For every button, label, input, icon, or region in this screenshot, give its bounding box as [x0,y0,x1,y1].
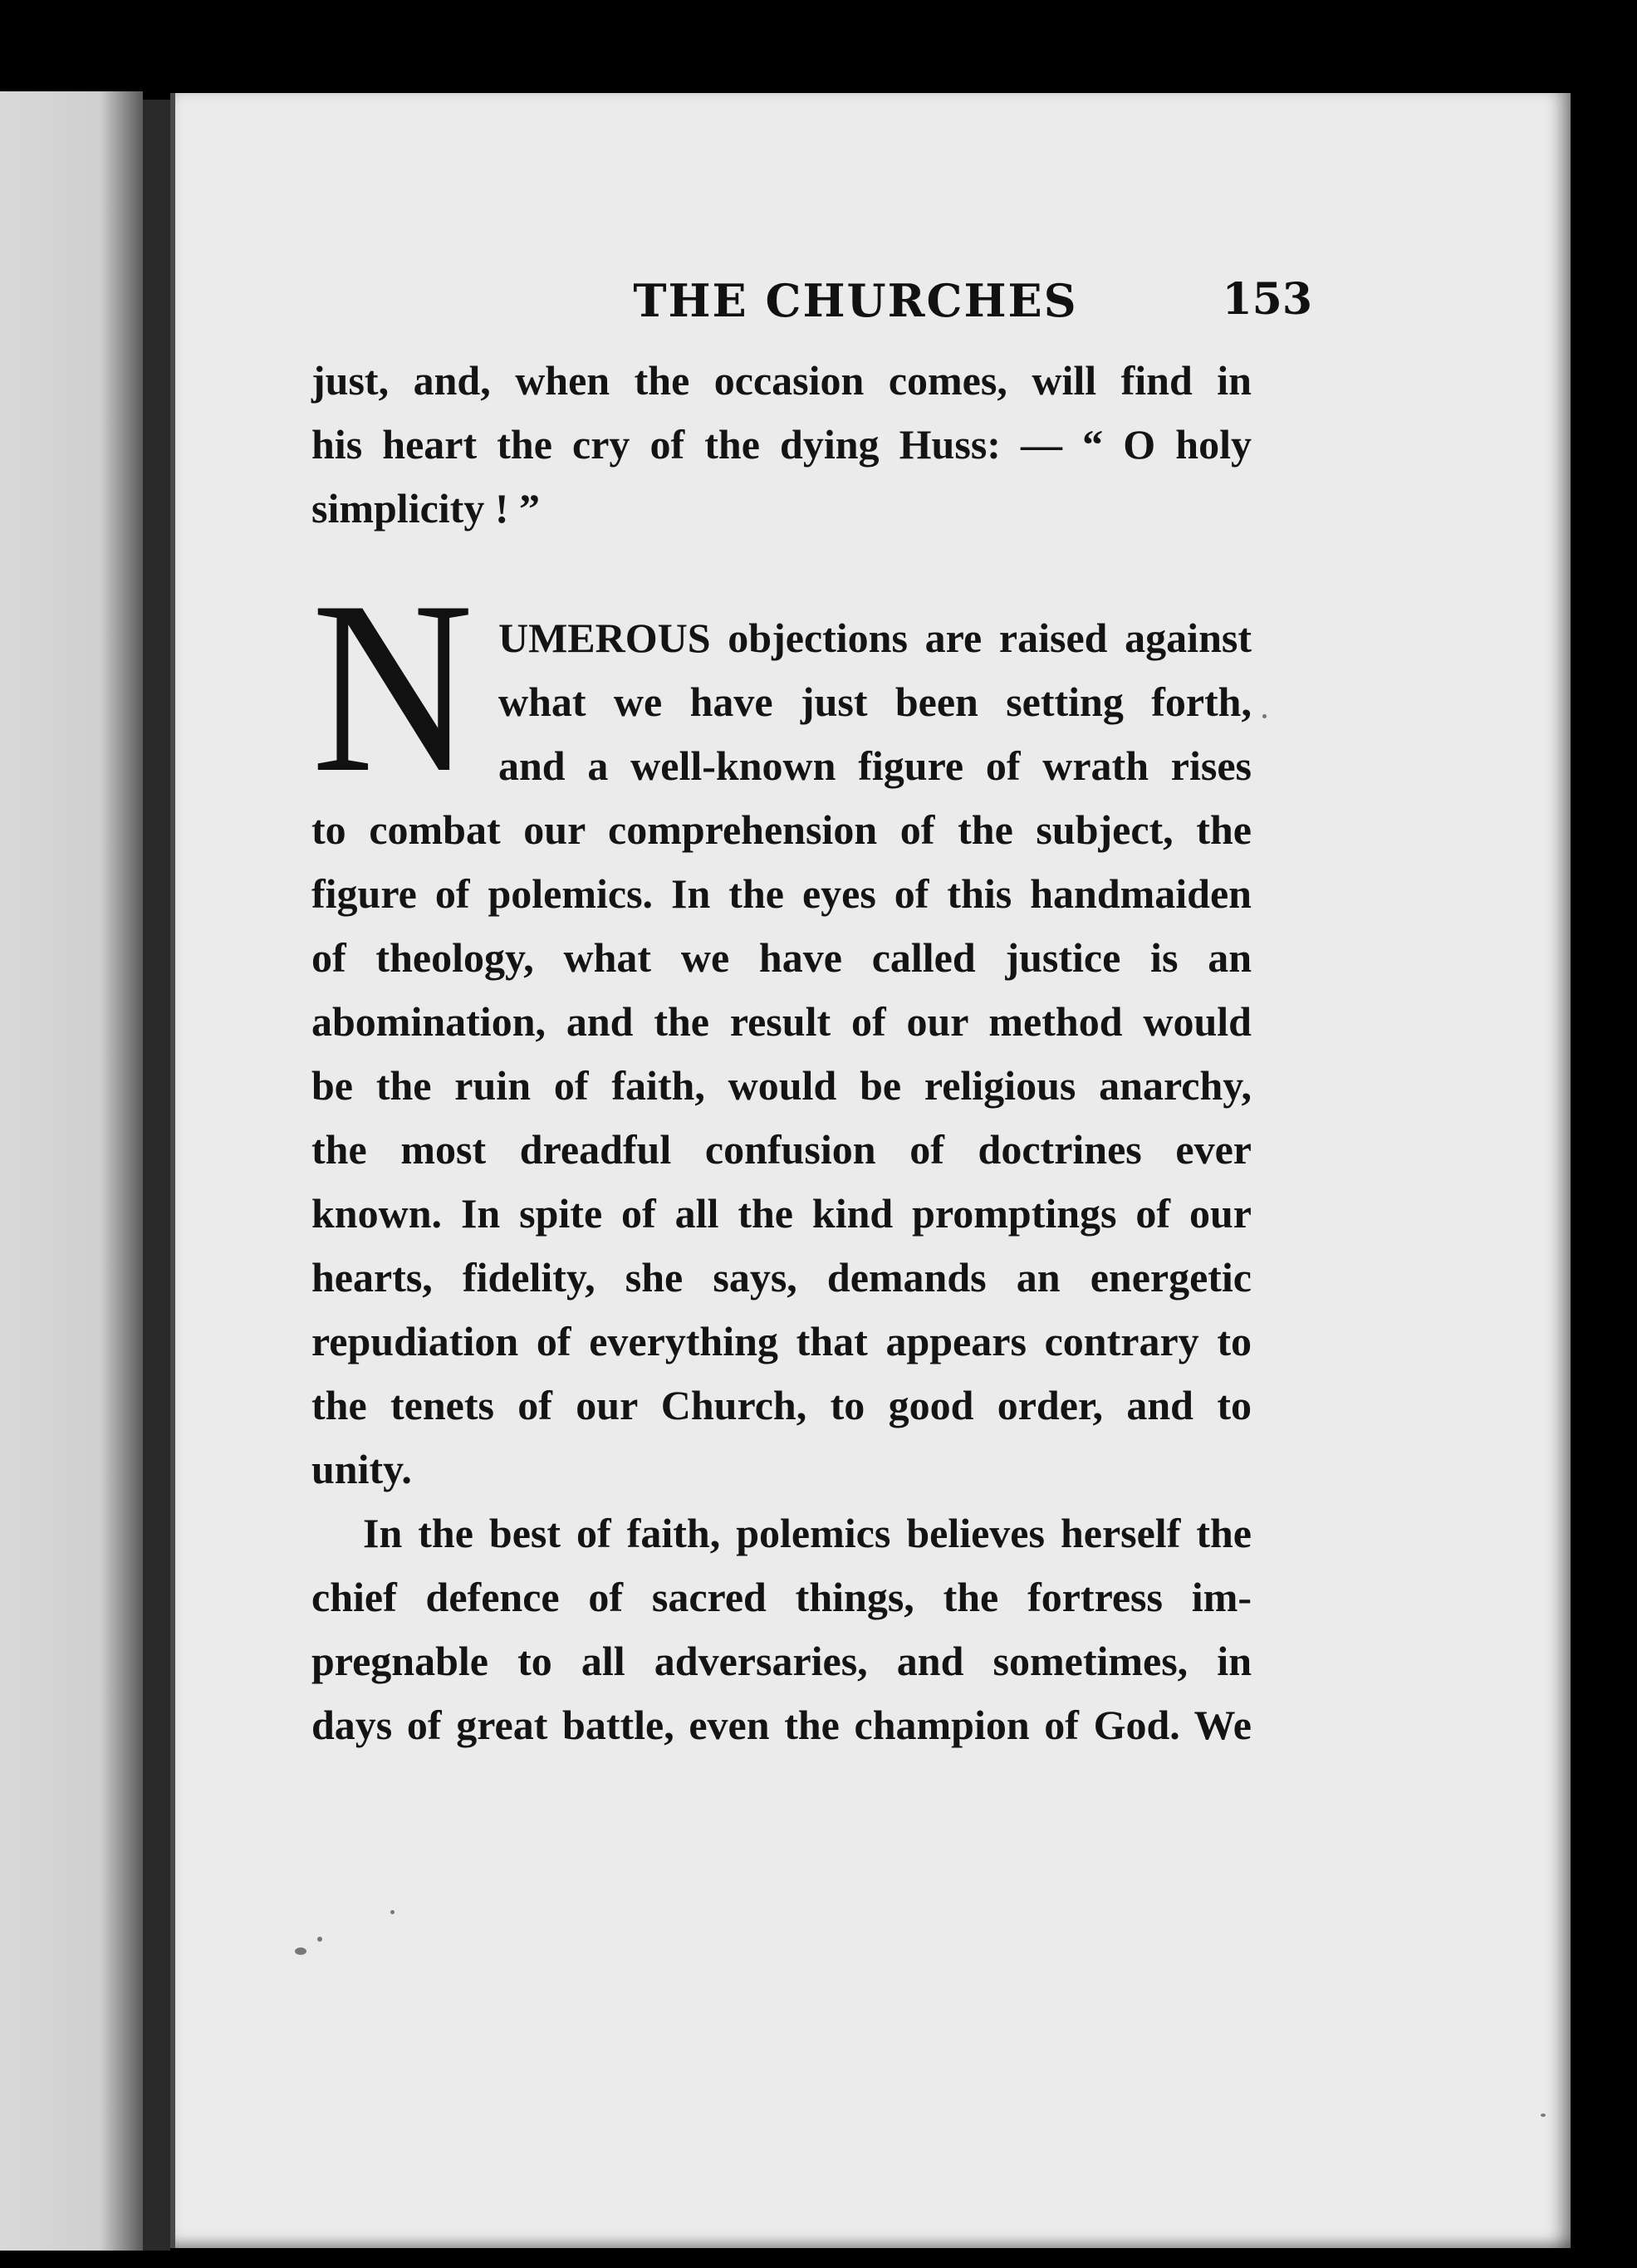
running-head: THE CHURCHES [633,274,1078,327]
scan-speck [295,1947,306,1955]
text-line: In the best of faith, polemics believes herself the [363,1510,1252,1556]
text-line: his heart the cry of the dying Huss: — “ O holy [311,421,1252,468]
text-line: hearts, fidelity, she says, demands an energetic [311,1254,1252,1301]
scan-speck [390,1910,395,1914]
facing-page-edge [0,91,143,2251]
text-line: repudiation of everything that appears contrary to [311,1318,1252,1364]
page-number: 153 [1222,274,1312,325]
paragraph-two [311,1501,1252,1757]
text-line: days of great battle, even the champion of God. We [311,1702,1252,1748]
text-line: the most dreadful confusion of doctrines ever [311,1126,1252,1173]
paragraph-one [311,606,1252,1501]
text-line: UMEROUS objections are raised against [498,615,1252,661]
text-line: unity. [311,1446,412,1492]
text-line: just, and, when the occasion comes, will find in [311,357,1252,404]
text-line: of theology, what we have called justice is an [311,934,1252,981]
gutter-shadow [143,100,170,2251]
text-line: chief defence of sacred things, the fortress im- [311,1574,1252,1620]
text-line: simplicity ! ” [311,485,540,531]
text-line: and a well-known figure of wrath rises [498,742,1252,789]
drop-cap: N [311,551,473,824]
scan-speck [1541,2114,1546,2117]
scan-speck [1262,714,1267,718]
text-line: what we have just been setting forth, [498,678,1252,725]
continuation-paragraph [311,349,1252,541]
text-line: the tenets of our Church, to good order, and to [311,1382,1252,1428]
text-line: abomination, and the result of our method would [311,998,1252,1045]
text-line: figure of polemics. In the eyes of this handmaiden [311,870,1252,917]
text-line: pregnable to all adversaries, and sometimes, in [311,1638,1252,1684]
text-line: known. In spite of all the kind promptings of our [311,1190,1252,1237]
text-line: to combat our comprehension of the subject, the [311,806,1252,853]
scan-speck [317,1937,322,1942]
text-line: be the ruin of faith, would be religious anarchy, [311,1062,1252,1109]
